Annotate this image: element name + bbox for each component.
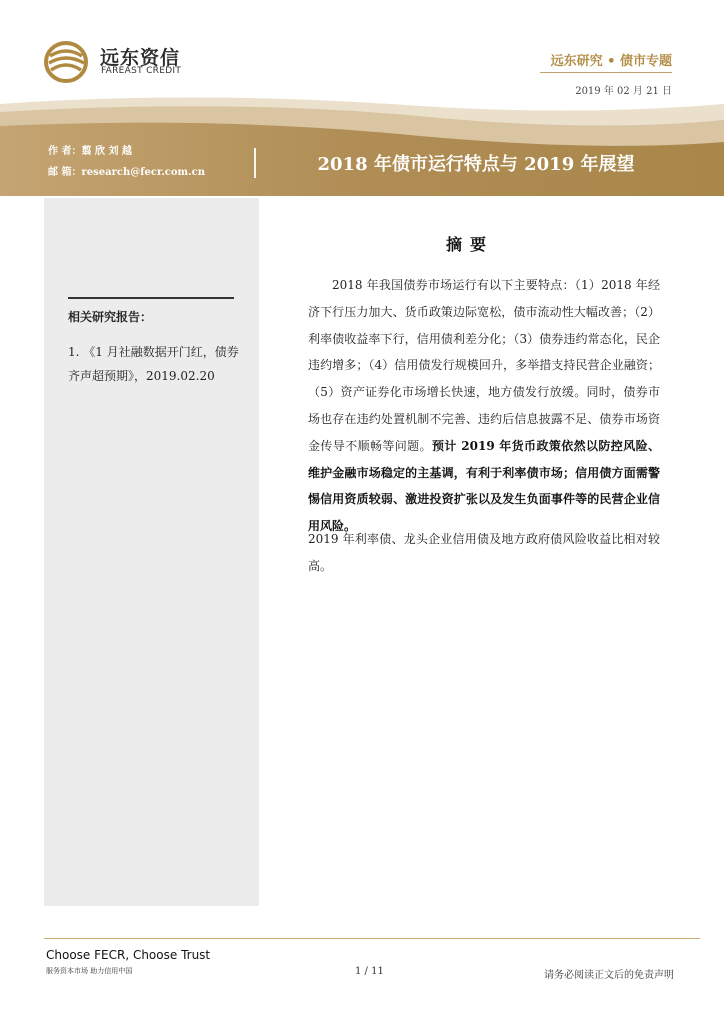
sidebar-heading: 相关研究报告： (68, 310, 153, 324)
summary-paragraph (308, 272, 660, 540)
footer-subslogan: 服务资本市场 助力信用中国 (46, 967, 133, 975)
summary-normal-text: 2018 年我国债券市场运行有以下主要特点：（1）2018 年经济下行压力加大、货币政策边际宽松，债市流动性大幅改善；（2）利率债收益率下行，信用债利差分化；（3）债券违约常态化，民企违约增多；（4）信用债发行规模回升，多举措支持民营企业融资；（5）资产证券化市场增长快速，地方债发行放缓。同时，债券市场也存在违约处置机制不完善、违约后信息披露不足、债券市场资金传导不顺畅等问题。 (308, 278, 660, 453)
page-number: 1 / 11 (355, 966, 384, 977)
email-line: 邮 箱：research@fecr.com.cn (48, 167, 205, 178)
company-logo (44, 40, 194, 84)
sidebar-related-reports (44, 198, 259, 906)
header-divider (540, 72, 672, 73)
author-line: 作 者：翦 欣 刘 越 (48, 146, 132, 157)
fareast-logo-icon (44, 40, 94, 84)
banner-divider (254, 148, 256, 178)
footer-divider (44, 938, 700, 939)
summary-bold-text: 预计 2019 年货币政策依然以防控风险、维护金融市场稳定的主基调，有利于利率债市场；信用债方面需警惕信用资质较弱、激进投资扩张以及发生负面事件等的民营企业信用风险。 (308, 438, 660, 534)
related-report-link[interactable]: 1. 《1 月社融数据开门红，债券齐声超预期》，2019.02.20 (68, 345, 239, 383)
logo-chinese-name: 远东资信 (100, 47, 181, 69)
summary-tail-paragraph: 2019 年利率债、龙头企业信用债及地方政府债风险收益比相对较高。 (308, 532, 660, 573)
footer-slogan: Choose FECR, Choose Trust (46, 948, 211, 962)
report-date: 2019 年 02 月 21 日 (575, 86, 672, 97)
report-series: 远东研究 • 债市专题 (550, 54, 672, 69)
sidebar-rule (68, 297, 234, 299)
summary-title: 摘要 (446, 235, 495, 254)
document-title: 2018 年债市运行特点与 2019 年展望 (317, 154, 635, 175)
logo-english-name: FAREAST CREDIT (101, 66, 182, 76)
footer-disclaimer: 请务必阅读正文后的免责声明 (544, 970, 674, 981)
